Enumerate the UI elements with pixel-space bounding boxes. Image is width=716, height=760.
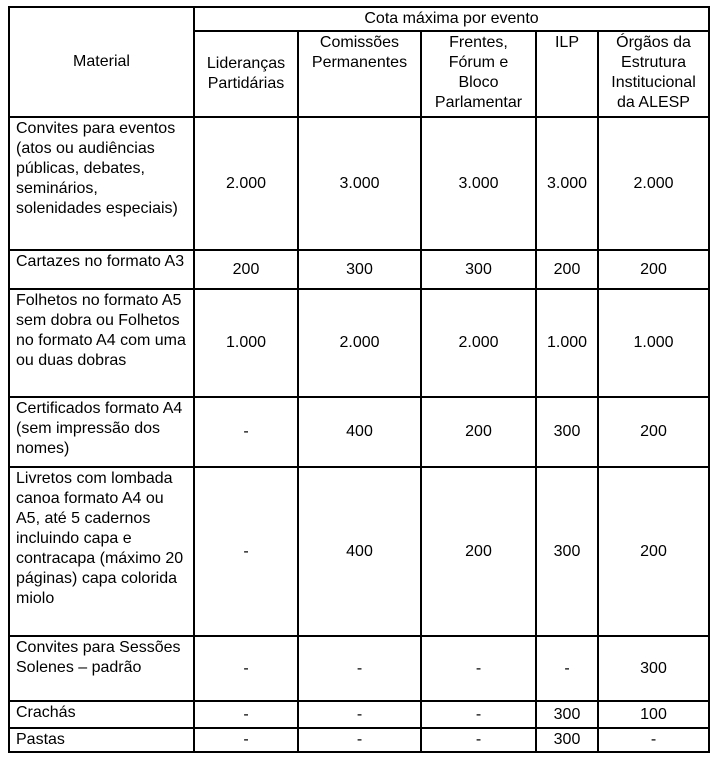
material-cell: Livretos com lombada canoa formato A4 ou A5, até 5 cadernos incluindo capa e contracapa (máximo 20 páginas) capa colorida miolo xyxy=(9,467,194,636)
value-cell: 100 xyxy=(598,701,709,728)
value-cell: - xyxy=(421,636,536,701)
material-cell: Crachás xyxy=(9,701,194,728)
value-cell: 1.000 xyxy=(194,289,298,397)
value-cell: 300 xyxy=(298,250,421,289)
table-row xyxy=(9,289,709,397)
value-cell: 2.000 xyxy=(298,289,421,397)
material-cell: Pastas xyxy=(9,728,194,752)
column-header-orgaos: Órgãos da Estrutura Institucional da ALESP xyxy=(598,31,709,117)
value-cell: - xyxy=(194,636,298,701)
table-row xyxy=(9,728,709,752)
value-cell: 300 xyxy=(598,636,709,701)
value-cell: 1.000 xyxy=(536,289,598,397)
value-cell: 200 xyxy=(421,397,536,467)
column-header-frentes: Frentes, Fórum e Bloco Parlamentar xyxy=(421,31,536,117)
table-row xyxy=(9,397,709,467)
value-cell: 300 xyxy=(536,701,598,728)
value-cell: - xyxy=(421,701,536,728)
value-cell: - xyxy=(598,728,709,752)
value-cell: 200 xyxy=(598,467,709,636)
value-cell: 200 xyxy=(536,250,598,289)
value-cell: - xyxy=(194,728,298,752)
column-header-liderancas: Lideranças Partidárias xyxy=(194,31,298,117)
quota-table xyxy=(8,6,710,753)
table-row xyxy=(9,636,709,701)
table-row xyxy=(9,467,709,636)
value-cell: 300 xyxy=(536,728,598,752)
value-cell: 200 xyxy=(421,467,536,636)
table-row xyxy=(9,701,709,728)
column-header-comissoes: Comissões Permanentes xyxy=(298,31,421,117)
value-cell: 400 xyxy=(298,467,421,636)
material-cell: Certificados formato A4 (sem impressão dos nomes) xyxy=(9,397,194,467)
value-cell: - xyxy=(194,467,298,636)
table-row xyxy=(9,117,709,250)
value-cell: 1.000 xyxy=(598,289,709,397)
value-cell: 300 xyxy=(536,467,598,636)
value-cell: 200 xyxy=(598,397,709,467)
value-cell: 3.000 xyxy=(298,117,421,250)
value-cell: - xyxy=(298,701,421,728)
material-cell: Folhetos no formato A5 sem dobra ou Folhetos no formato A4 com uma ou duas dobras xyxy=(9,289,194,397)
material-cell: Cartazes no formato A3 xyxy=(9,250,194,289)
value-cell: - xyxy=(421,728,536,752)
value-cell: - xyxy=(194,397,298,467)
header-row-group xyxy=(9,7,709,31)
value-cell: 2.000 xyxy=(194,117,298,250)
value-cell: 200 xyxy=(194,250,298,289)
value-cell: - xyxy=(298,636,421,701)
value-cell: 300 xyxy=(421,250,536,289)
value-cell: - xyxy=(298,728,421,752)
value-cell: - xyxy=(194,701,298,728)
value-cell: 2.000 xyxy=(598,117,709,250)
material-cell: Convites para Sessões Solenes – padrão xyxy=(9,636,194,701)
material-cell: Convites para eventos (atos ou audiências públicas, debates, seminários, solenidades especiais) xyxy=(9,117,194,250)
value-cell: - xyxy=(536,636,598,701)
value-cell: 3.000 xyxy=(421,117,536,250)
value-cell: 400 xyxy=(298,397,421,467)
group-header-cell: Cota máxima por evento xyxy=(194,7,709,31)
value-cell: 3.000 xyxy=(536,117,598,250)
value-cell: 300 xyxy=(536,397,598,467)
value-cell: 2.000 xyxy=(421,289,536,397)
column-header-ilp: ILP xyxy=(536,31,598,117)
table-row xyxy=(9,250,709,289)
value-cell: 200 xyxy=(598,250,709,289)
material-header-cell: Material xyxy=(9,7,194,117)
